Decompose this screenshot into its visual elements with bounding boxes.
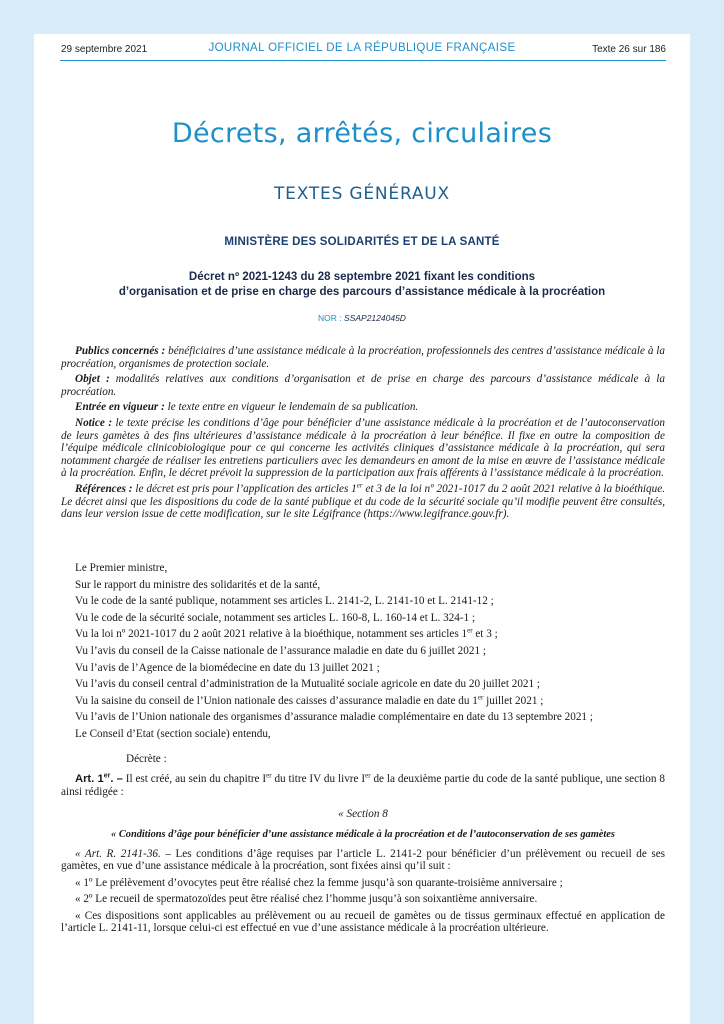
rapport-line: Sur le rapport du ministre des solidarités et de la santé, [75, 578, 321, 591]
references-text-a: le décret est pris pour l’application des articles 1 [132, 482, 357, 495]
nor-code: SSAP2124045D [344, 313, 406, 323]
item-2: « 2º Le recueil de spermatozoïdes peut être réalisé chez l’homme jusqu’à son soixantième anniversaire. [75, 893, 538, 906]
objet-label: Objet : [75, 373, 110, 386]
objet-paragraph [61, 373, 665, 398]
publics-text: bénéficiaires d’une assistance médicale à la procréation, professionnels des centres d’assistance médicale à la procréation, organismes de protection sociale. [61, 345, 665, 370]
visa-5: Vu l’avis de l’Agence de la biomédecine en date du 13 juillet 2021 ; [75, 661, 380, 674]
section-8-title: « Section 8 [338, 808, 388, 821]
article-r-label: « Art. R. 2141-36. [75, 847, 161, 860]
ministry-name: MINISTÈRE DES SOLIDARITÉS ET DE LA SANTÉ [224, 236, 500, 248]
notice-block [61, 345, 665, 524]
entree-label: Entrée en vigueur : [75, 401, 165, 414]
header-journal-title: JOURNAL OFFICIEL DE LA RÉPUBLIQUE FRANÇAISE [208, 42, 516, 54]
header-date: 29 septembre 2021 [61, 44, 148, 55]
notice-paragraph [61, 417, 665, 480]
article-r-2141-36 [61, 848, 665, 873]
article-1-sup-3: er [365, 771, 371, 780]
publics-paragraph [61, 345, 665, 370]
references-paragraph [61, 483, 665, 521]
header-texte-number: Texte 26 sur 186 [592, 44, 666, 55]
article-1-sup-2: er [266, 771, 272, 780]
visa-3-sup: er [467, 626, 473, 635]
article-1-text-c: de la deuxième partie du code de la santé publique, une section 8 ainsi rédigée : [61, 773, 665, 798]
article-1 [61, 773, 665, 798]
visa-7 [61, 695, 665, 708]
running-header [34, 42, 690, 60]
section-heading: Décrets, arrêtés, circulaires [171, 118, 553, 149]
references-text-b: et 3 de la loi nº 2021-1017 du 2 août 2021 relative à la bioéthique. Le décret ainsi que les dispositions du code de la santé publique et du code de la sécurité sociale qu’il modifie peuvent être consultés, dans leur version issue de cette modification, sur le site Légifrance (https://www.legifrance.gouv.fr). [61, 482, 665, 521]
item-1: « 1º Le prélèvement d’ovocytes peut être réalisé chez la femme jusqu’à son quarante-troisième anniversaire ; [75, 876, 563, 889]
visa-3-text-a: Vu la loi nº 2021-1017 du 2 août 2021 relative à la bioéthique, notamment ses articles 1 [75, 628, 468, 641]
decree-title [64, 270, 660, 300]
premier-ministre: Le Premier ministre, [75, 562, 168, 574]
article-1-sup: er [103, 772, 111, 780]
article-1-text-a: Il est créé, au sein du chapitre I [122, 773, 267, 786]
section-subheading: TEXTES GÉNÉRAUX [273, 184, 450, 204]
entree-paragraph [61, 401, 665, 414]
visa-1: Vu le code de la santé publique, notamment ses articles L. 2141-2, L. 2141-10 et L. 2141-12 ; [75, 595, 494, 608]
decree-title-line-2: d’organisation et de prise en charge des parcours d’assistance médicale à la procréation [118, 286, 606, 298]
article-1-label: Art. 1 [75, 773, 104, 786]
references-label: Références : [75, 482, 133, 495]
visa-7-sup: er [477, 693, 484, 702]
visa-3-text-b: et 3 ; [472, 628, 498, 641]
item-3: « Ces dispositions sont applicables au prélèvement ou au recueil de gamètes ou de tissus germinaux effectué en application de l’article L. 2141-11, lorsque celui-ci est effectué en vue d’une assistance médicale à la procréation ultérieure. [61, 909, 665, 935]
references-sup: er [356, 481, 363, 490]
article-1-dash: . – [110, 773, 123, 786]
page-frame-right [690, 0, 724, 1024]
visa-4: Vu l’avis du conseil de la Caisse nationale de l’assurance maladie en date du 6 juillet 2021 ; [75, 644, 486, 657]
decrete-line: Décrète : [126, 752, 167, 765]
decree-title-line-1: Décret nº 2021-1243 du 28 septembre 2021 fixant les conditions [188, 271, 536, 283]
section-8-subtitle: « Conditions d’âge pour bénéficier d’une assistance médicale à la procréation et de l’autoconservation de ses gamètes [111, 828, 615, 840]
article-1-text-b: du titre IV du livre I [271, 773, 366, 786]
entree-text: le texte entre en vigueur le lendemain de sa publication. [164, 401, 419, 414]
visa-6: Vu l’avis du conseil central d’administration de la Mutualité sociale agricole en date du 20 juillet 2021 ; [75, 678, 541, 691]
visa-7-text-a: Vu la saisine du conseil de l’Union nationale des caisses d’assurance maladie en date du 1 [75, 694, 478, 707]
visa-8: Vu l’avis de l’Union nationale des organismes d’assurance maladie complémentaire en date du 13 septembre 2021 ; [75, 711, 593, 724]
visa-7-text-b: juillet 2021 ; [483, 694, 544, 707]
notice-label: Notice : [75, 416, 113, 429]
article-r-text: – Les conditions d’âge requises par l’article L. 2141-2 pour bénéficier d’un prélèvement ou recueil de ses gamètes, en vue d’une assistance médicale à la procréation, sont fixées ainsi qu’il suit : [61, 847, 666, 873]
visa-2: Vu le code de la sécurité sociale, notamment ses articles L. 160-8, L. 160-14 et L. 324-1 ; [75, 611, 476, 624]
decree-body [61, 562, 665, 939]
header-divider [60, 60, 666, 61]
notice-text: le texte précise les conditions d’âge pour bénéficier d’une assistance médicale à la procréation et de l’autoconservation de leurs gamètes à des fins ultérieures d’assistance médicale à la procréation à leur bénéfice. Il fixe en outre la composition de l’équipe médicale clinicobiologique pour ce qui concerne les activités cliniques d’assistance médicale à la procréation, qui sera notamment chargée de réaliser les entretiens particuliers avec les demandeurs en amont de la mise en œuvre de l’assistance médicale à la procréation. Enfin, le décret prévoit la suppression de la participation aux frais afférents à l’assistance médicale à la procréation. [61, 416, 666, 480]
nor-label: NOR : [318, 313, 345, 323]
publics-label: Publics concernés : [75, 345, 166, 357]
objet-text: modalités relatives aux conditions d’organisation et de prise en charge des parcours d’assistance médicale à la procréation. [61, 373, 665, 398]
page-frame-top [0, 0, 724, 34]
page-frame-left [0, 0, 34, 1024]
conseil-etat-line: Le Conseil d’Etat (section sociale) entendu, [75, 727, 271, 740]
nor-reference [34, 313, 690, 323]
visa-3 [61, 628, 665, 641]
